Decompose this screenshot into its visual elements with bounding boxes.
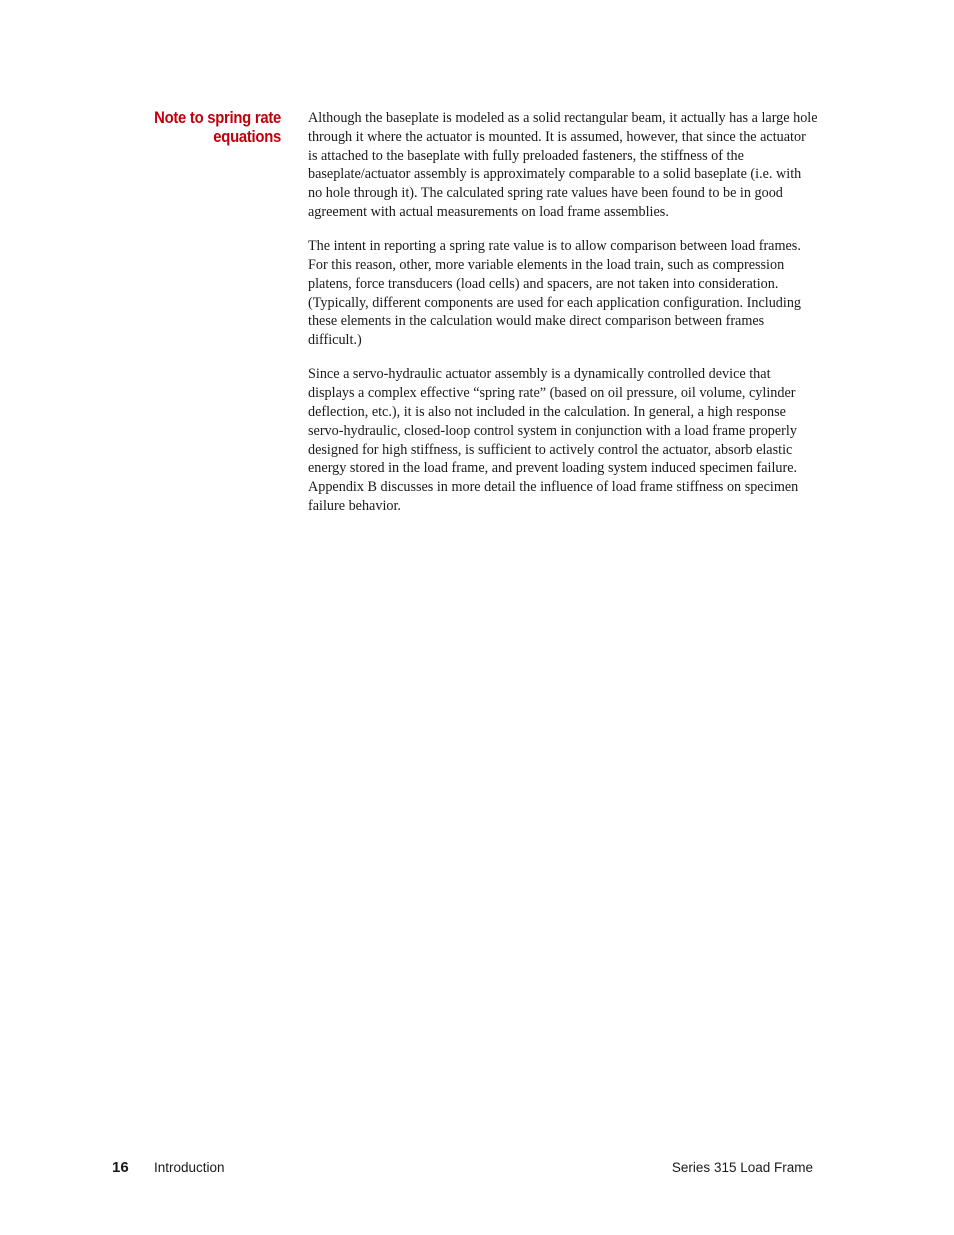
section-heading-line-1: Note to spring rate	[154, 109, 281, 127]
paragraph-baseplate: Although the baseplate is modeled as a solid rectangular beam, it actually has a large hole through it where the actuator is mounted. It is assumed, however, that since the actuator is attached to the baseplate with fully preloaded fasteners, the stiffness of the baseplate/actuator assembly is approximately comparable to a solid baseplate (i.e. with no hole through it). The calculated spring rate values have been found to be in good agreement with actual measurements on load frame assemblies.	[308, 110, 818, 220]
body-text	[308, 109, 818, 531]
page-number: 16	[112, 1159, 129, 1176]
footer-section-name: Introduction	[154, 1160, 225, 1175]
footer-document-title: Series 315 Load Frame	[671, 1160, 813, 1175]
section-heading-line-2: equations	[213, 128, 281, 146]
paragraph-servo-hydraulic: Since a servo-hydraulic actuator assembly is a dynamically controlled device that displays a complex effective “spring rate” (based on oil pressure, oil volume, cylinder deflection, etc.), it is also not included in the calculation. In general, a high response servo-hydraulic, closed-loop control system in conjunction with a load frame properly designed for high stiffness, is sufficient to actively control the actuator, absorb elastic energy stored in the load frame, and prevent loading system induced specimen failure. Appendix B discusses in more detail the influence of load frame stiffness on specimen failure behavior.	[308, 366, 799, 514]
page-footer	[0, 1159, 954, 1179]
section-heading	[136, 109, 281, 147]
paragraph-comparison: The intent in reporting a spring rate value is to allow comparison between load frames. For this reason, other, more variable elements in the load train, such as compression platens, force transducers (load cells) and spacers, are not taken into consideration. (Typically, different components are used for each application configuration. Including these elements in the calculation would make direct comparison between frames difficult.)	[308, 238, 802, 349]
